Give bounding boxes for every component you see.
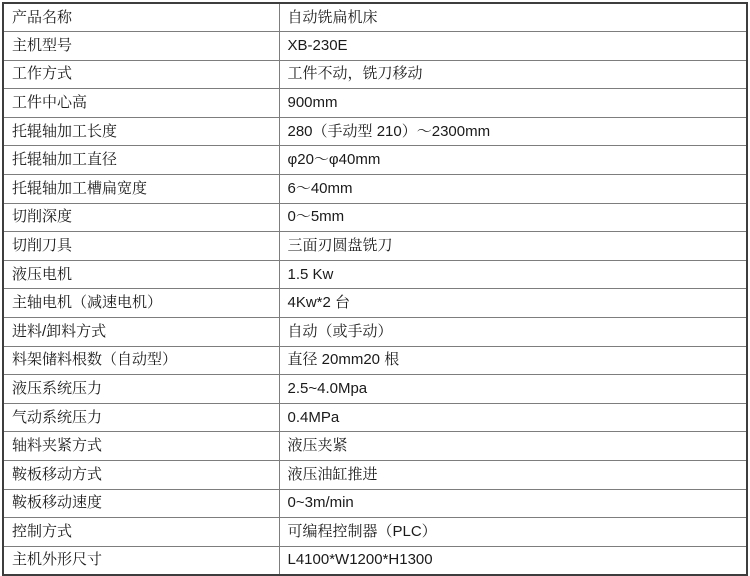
spec-value-cell: 900mm [279,89,747,118]
table-row [3,461,747,490]
table-row [3,32,747,61]
table-row [3,403,747,432]
table-row [3,489,747,518]
table-row [3,432,747,461]
spec-label-cell: 气动系统压力 [3,403,279,432]
spec-label-cell: 进料/卸料方式 [3,318,279,347]
product-spec-table [2,2,748,576]
table-row [3,175,747,204]
spec-value-cell: φ20～φ40mm [279,146,747,175]
spec-label-cell: 工件中心高 [3,89,279,118]
spec-value-cell: 4Kw*2 台 [279,289,747,318]
table-row [3,146,747,175]
spec-value-cell: 0~3m/min [279,489,747,518]
spec-value-cell: XB-230E [279,32,747,61]
spec-value-cell: 0.4MPa [279,403,747,432]
spec-label-cell: 料架储料根数（自动型） [3,346,279,375]
spec-label-cell: 工作方式 [3,60,279,89]
spec-value-cell: 液压油缸推进 [279,461,747,490]
table-row [3,318,747,347]
spec-label-cell: 主机外形尺寸 [3,546,279,575]
spec-label-cell: 液压系统压力 [3,375,279,404]
table-row [3,546,747,575]
spec-value-cell: L4100*W1200*H1300 [279,546,747,575]
spec-value-cell: 280（手动型 210）～2300mm [279,117,747,146]
spec-label-cell: 鞍板移动方式 [3,461,279,490]
table-row [3,89,747,118]
spec-value-cell: 可编程控制器（PLC） [279,518,747,547]
spec-label-cell: 托辊轴加工长度 [3,117,279,146]
spec-label-cell: 托辊轴加工直径 [3,146,279,175]
spec-value-cell: 三面刃圆盘铣刀 [279,232,747,261]
table-row [3,375,747,404]
spec-label-cell: 产品名称 [3,3,279,32]
spec-value-cell: 1.5 Kw [279,260,747,289]
spec-value-cell: 直径 20mm20 根 [279,346,747,375]
spec-value-cell: 工件不动，铣刀移动 [279,60,747,89]
spec-label-cell: 轴料夹紧方式 [3,432,279,461]
spec-value-cell: 6～40mm [279,175,747,204]
table-row [3,346,747,375]
table-row [3,3,747,32]
table-row [3,117,747,146]
spec-value-cell: 自动铣扁机床 [279,3,747,32]
table-row [3,60,747,89]
spec-label-cell: 鞍板移动速度 [3,489,279,518]
spec-value-cell: 0～5mm [279,203,747,232]
spec-label-cell: 切削深度 [3,203,279,232]
table-row [3,203,747,232]
spec-label-cell: 控制方式 [3,518,279,547]
table-row [3,260,747,289]
spec-label-cell: 主机型号 [3,32,279,61]
spec-label-cell: 液压电机 [3,260,279,289]
spec-value-cell: 液压夹紧 [279,432,747,461]
spec-label-cell: 切削刀具 [3,232,279,261]
table-row [3,232,747,261]
spec-label-cell: 主轴电机（减速电机） [3,289,279,318]
spec-label-cell: 托辊轴加工槽扁宽度 [3,175,279,204]
table-row [3,289,747,318]
spec-value-cell: 2.5~4.0Mpa [279,375,747,404]
table-row [3,518,747,547]
spec-value-cell: 自动（或手动） [279,318,747,347]
